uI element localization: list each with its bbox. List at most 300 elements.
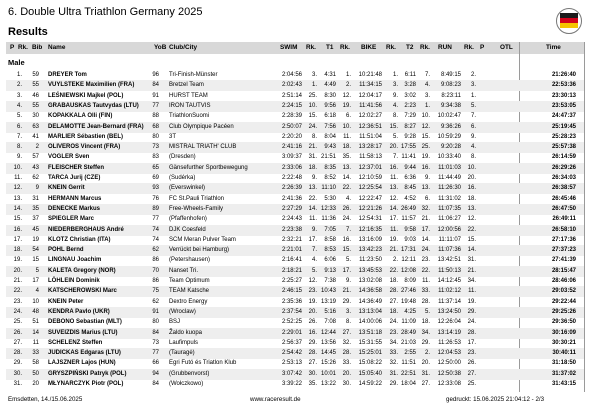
cell-rk: 15. xyxy=(13,216,22,223)
cell-r5: 26. xyxy=(467,360,476,367)
cell-r5: 12. xyxy=(467,216,476,223)
cell-swim: 2:35:36 xyxy=(281,298,302,305)
cell-r4: 27. xyxy=(421,381,430,387)
cell-bib: 4 xyxy=(35,288,39,295)
cell-t2: 11:51 xyxy=(401,360,416,367)
cell-t2: 17:31 xyxy=(400,247,416,254)
cell-t1: 5:30 xyxy=(324,195,336,202)
cell-bike: 14:36:49 xyxy=(358,298,382,305)
cell-name: KLOTZ Christian (ITA) xyxy=(48,236,111,243)
cell-name: TARCA Jurij (CZE) xyxy=(48,175,101,181)
cell-rk: 8. xyxy=(16,144,22,151)
cell-r2: 35. xyxy=(342,154,351,161)
cell-bib: 55 xyxy=(32,102,39,109)
cell-run: 12:50:38 xyxy=(437,370,461,377)
cell-yob: 73 xyxy=(152,144,159,151)
cell-bike: 12:16:35 xyxy=(358,226,382,233)
cell-rk: 25. xyxy=(13,319,22,326)
cell-bib: 46 xyxy=(32,92,39,99)
cell-t2: 2:23 xyxy=(404,102,416,109)
cell-r4: 34. xyxy=(421,329,430,336)
cell-r3: 28. xyxy=(389,288,398,295)
cell-name: KATSCHEROWSKI Marc xyxy=(48,288,117,295)
cell-r1: 22. xyxy=(308,195,317,202)
cell-club: (Grubbenvorst) xyxy=(169,370,210,377)
cell-bib: 19 xyxy=(32,236,39,243)
cell-r1: 3. xyxy=(311,72,317,78)
cell-r2: 19. xyxy=(342,102,351,109)
cell-run: 10:33:40 xyxy=(437,154,461,161)
cell-bib: 54 xyxy=(32,247,39,254)
cell-club: MISTRAL TRIATH' CLUB xyxy=(169,144,237,151)
cell-time: 26:58:10 xyxy=(551,226,576,233)
cell-t1: 5:16 xyxy=(324,308,336,315)
cell-r2: 20. xyxy=(342,370,351,377)
cell-rk: 23. xyxy=(13,298,22,305)
cell-run: 9:34:38 xyxy=(440,102,461,109)
cell-r5: 11. xyxy=(468,288,476,295)
cell-r5: 19. xyxy=(467,298,476,305)
col-name: Name xyxy=(48,44,66,51)
cell-t1: 13:22 xyxy=(320,381,336,387)
cell-t2: 7:29 xyxy=(404,113,416,120)
cell-r5: 20. xyxy=(467,175,476,181)
cell-r1: 28. xyxy=(308,350,317,357)
cell-r1: 24. xyxy=(308,123,317,130)
cell-r3: 20. xyxy=(389,144,398,151)
cell-club: (Wroclaw) xyxy=(169,308,196,315)
cell-t1: 9:43 xyxy=(324,144,336,151)
cell-t2: 3:28 xyxy=(404,82,416,89)
cell-r3: 19. xyxy=(389,236,398,243)
cell-bike: 15:05:40 xyxy=(358,370,382,377)
cell-club: (Petershausen) xyxy=(169,257,211,264)
cell-name: NIEDERBERGHAUS André xyxy=(48,226,124,233)
cell-time: 23:53:05 xyxy=(551,102,576,109)
cell-r5: 27. xyxy=(467,370,476,377)
cell-t2: 28:49 xyxy=(400,329,416,336)
cell-swim: 2:16:41 xyxy=(281,257,302,264)
cell-r2: 6. xyxy=(345,113,351,120)
cell-name: LÖHLEIN Dominik xyxy=(48,278,100,284)
cell-r5: 10. xyxy=(467,164,476,171)
cell-bib: 14 xyxy=(32,329,39,336)
cell-bike: 13:02:08 xyxy=(358,278,382,284)
cell-yob: 84 xyxy=(152,381,159,387)
cell-club: Free-Wheels-Family xyxy=(169,205,224,212)
cell-run: 11:50:13 xyxy=(438,267,461,274)
cell-t2: 12:11 xyxy=(401,257,416,264)
cell-time: 31:37:02 xyxy=(551,370,576,377)
cell-r4: 10. xyxy=(421,113,430,120)
cell-bib: 17 xyxy=(32,278,39,284)
cell-run: 12:26:04 xyxy=(437,319,461,326)
cell-yob: 94 xyxy=(152,370,159,377)
cell-yob: 68 xyxy=(152,123,159,130)
cell-bib: 45 xyxy=(32,226,39,233)
cell-club: (Sudérka) xyxy=(169,175,196,181)
cell-r1: 14. xyxy=(308,205,317,212)
cell-t1: 10:43 xyxy=(320,288,336,295)
footer-printed: gedruckt: 15.06.2025 21:04:12 - 2/3 xyxy=(446,396,545,403)
cell-r2: 30. xyxy=(342,381,351,387)
cell-time: 22:53:36 xyxy=(551,82,576,89)
cell-swim: 3:07:42 xyxy=(281,370,302,377)
cell-time: 29:22:44 xyxy=(551,298,576,305)
cell-rk: 7. xyxy=(16,133,22,140)
cell-bike: 10:21:48 xyxy=(358,72,382,78)
cell-rk: 10. xyxy=(13,164,22,171)
cell-r3: 17. xyxy=(389,216,398,223)
col-club: Club/City xyxy=(169,44,198,51)
cell-swim: 2:28:39 xyxy=(281,113,302,120)
col-t1: T1 xyxy=(326,44,334,51)
cell-r1: 31. xyxy=(308,154,317,161)
col-rk5: Rk. xyxy=(464,44,474,51)
cell-time: 30:40:11 xyxy=(552,350,576,357)
cell-r2: 8. xyxy=(345,319,351,326)
cell-rk: 14. xyxy=(13,205,22,212)
cell-r4: 6. xyxy=(424,195,430,202)
cell-time: 26:45:46 xyxy=(551,195,576,202)
table-header xyxy=(6,42,584,54)
cell-time: 26:49:11 xyxy=(552,216,576,223)
cell-r2: 4. xyxy=(345,195,351,202)
cell-t2: 8:27 xyxy=(404,123,416,130)
cell-r3: 18. xyxy=(389,308,398,315)
cell-yob: 88 xyxy=(152,113,159,120)
cell-bike: 13:28:17 xyxy=(358,144,382,151)
cell-swim: 2:21:01 xyxy=(281,247,302,254)
cell-r3: 5. xyxy=(392,133,398,140)
cell-t2: 2:55 xyxy=(404,350,416,357)
cell-t2: 26:49 xyxy=(400,205,416,212)
cell-r5: 8. xyxy=(470,154,476,161)
col-rk: Rk. xyxy=(18,44,28,51)
cell-name: FLEISCHER Steffen xyxy=(48,164,105,171)
cell-bike: 13:45:53 xyxy=(358,267,382,274)
cell-time: 28:15:47 xyxy=(551,267,576,274)
cell-r1: 26. xyxy=(308,319,317,326)
cell-club: Laufimpuls xyxy=(169,339,199,346)
cell-r4: 5. xyxy=(424,308,430,315)
cell-rk: 31. xyxy=(13,381,22,387)
cell-r2: 14. xyxy=(342,175,351,181)
cell-r2: 18. xyxy=(342,144,351,151)
cell-time: 29:36:50 xyxy=(551,319,576,326)
cell-t1: 7:05 xyxy=(324,226,336,233)
cell-r2: 17. xyxy=(342,267,351,274)
cell-swim: 2:52:25 xyxy=(281,319,302,326)
cell-club: (Pfaffenhofen) xyxy=(169,216,207,223)
cell-r2: 9. xyxy=(345,278,351,284)
cell-r4: 23. xyxy=(421,257,430,264)
cell-swim: 2:33:06 xyxy=(281,164,302,171)
cell-rk: 9. xyxy=(16,154,22,161)
cell-rk: 6. xyxy=(16,123,22,130)
cell-r5: 28. xyxy=(467,329,476,336)
cell-name: MARLIER Sébastien (BEL) xyxy=(48,133,124,140)
cell-t1: 13:56 xyxy=(320,339,336,346)
cell-r5: 7. xyxy=(470,113,476,120)
cell-bib: 59 xyxy=(32,72,39,78)
cell-t1: 8:53 xyxy=(324,247,336,254)
cell-yob: 70 xyxy=(152,267,159,274)
cell-bike: 12:10:59 xyxy=(358,175,382,181)
cell-bib: 41 xyxy=(32,133,39,140)
cell-rk: 2. xyxy=(16,82,22,89)
cell-club: (Tauragė) xyxy=(169,350,195,357)
cell-r3: 8. xyxy=(392,113,398,120)
cell-r2: 24. xyxy=(342,216,351,223)
cell-r1: 18. xyxy=(308,164,317,171)
cell-r3: 9. xyxy=(392,92,398,99)
cell-club: Tri-Finish-Münster xyxy=(169,72,218,78)
cell-run: 12:04:53 xyxy=(437,350,461,357)
cell-r4: 25. xyxy=(421,144,430,151)
cell-time: 25:28:23 xyxy=(551,133,576,140)
cell-r1: 23. xyxy=(308,288,317,295)
cell-t2: 18:04 xyxy=(400,381,416,387)
cell-run: 13:42:51 xyxy=(437,257,461,264)
cell-yob: 77 xyxy=(152,216,159,223)
cell-r3: 7. xyxy=(392,154,398,161)
cell-r3: 31. xyxy=(389,370,398,377)
cell-bib: 11 xyxy=(32,339,39,346)
cell-swim: 2:50:07 xyxy=(281,123,302,130)
cell-r1: 35. xyxy=(308,381,317,387)
cell-t1: 8:35 xyxy=(324,164,336,171)
cell-t1: 4:49 xyxy=(324,82,336,89)
cell-name: HERMANN Marcus xyxy=(48,195,102,202)
cell-r3: 12. xyxy=(389,195,398,202)
cell-r5: 21. xyxy=(467,267,476,274)
cell-r5: 6. xyxy=(470,123,476,130)
cell-name: KENDRA Pavlo (UKR) xyxy=(48,308,110,315)
cell-yob: 73 xyxy=(152,339,159,346)
cell-r1: 21. xyxy=(308,144,317,151)
cell-time: 30:30:21 xyxy=(551,339,576,346)
cell-r4: 2. xyxy=(424,350,430,357)
cell-t2: 11:57 xyxy=(401,216,416,223)
cell-yob: 96 xyxy=(152,72,159,78)
cell-r5: 16. xyxy=(467,185,476,192)
cell-time: 27:41:39 xyxy=(551,257,576,264)
cell-r5: 25. xyxy=(467,381,476,387)
cell-r1: 15. xyxy=(308,113,317,120)
cell-t1: 8:52 xyxy=(324,175,336,181)
cell-bike: 11:58:13 xyxy=(359,154,382,161)
col-rk2: Rk. xyxy=(340,44,350,51)
cell-swim: 2:29:01 xyxy=(281,329,302,336)
cell-time: 31:18:50 xyxy=(551,360,576,367)
cell-yob: 91 xyxy=(152,308,159,315)
cell-r5: 14. xyxy=(467,247,476,254)
cell-bike: 11:41:56 xyxy=(359,102,382,109)
cell-t2: 27:46 xyxy=(400,288,416,295)
cell-t1: 7:08 xyxy=(324,319,336,326)
cell-r5: 13. xyxy=(467,205,476,212)
cell-r3: 2. xyxy=(392,257,398,264)
cell-run: 14:12:45 xyxy=(437,278,461,284)
cell-r4: 11. xyxy=(422,278,430,284)
cell-t1: 21:51 xyxy=(320,154,336,161)
cell-bike: 12:54:31 xyxy=(358,216,382,223)
cell-run: 13:14:19 xyxy=(437,329,461,336)
cell-name: DREYER Tom xyxy=(48,72,87,78)
cell-rk: 13. xyxy=(13,195,22,202)
cell-swim: 2:51:14 xyxy=(281,92,302,99)
cell-t1: 7:56 xyxy=(324,123,336,130)
cell-r4: 3. xyxy=(424,92,430,99)
col-bib: Bib xyxy=(32,44,43,51)
col-rk4: Rk. xyxy=(420,44,430,51)
cell-yob: 83 xyxy=(152,154,159,161)
cell-name: KNEIN Peter xyxy=(48,298,84,305)
col-rk3: Rk. xyxy=(386,44,396,51)
col-bike: BIKE xyxy=(361,44,377,51)
cell-r4: 22. xyxy=(421,267,430,274)
cell-name: SPIEGLER Marc xyxy=(48,216,95,223)
cell-r1: 17. xyxy=(308,236,317,243)
cell-t2: 9:03 xyxy=(404,236,416,243)
cell-r5: 2. xyxy=(470,72,476,78)
cell-swim: 2:22:48 xyxy=(281,175,302,181)
cell-run: 13:24:50 xyxy=(437,308,461,315)
cell-t2: 11:09 xyxy=(401,319,416,326)
cell-r1: 16. xyxy=(308,329,317,336)
cell-r1: 11. xyxy=(309,216,317,223)
cell-yob: 75 xyxy=(152,288,159,295)
footer-location: Emsdetten, 14./15.06.2025 xyxy=(8,396,83,403)
cell-r2: 15. xyxy=(342,247,351,254)
cell-t1: 8:04 xyxy=(324,133,336,140)
col-yob: YoB xyxy=(154,44,167,51)
cell-r3: 21. xyxy=(389,247,398,254)
cell-club: Team Optimum xyxy=(169,278,210,284)
cell-club: (Wołczkowo) xyxy=(169,381,204,387)
cell-r5: 1. xyxy=(470,92,476,99)
cell-bib: 43 xyxy=(32,164,39,171)
col-p2: P xyxy=(480,44,485,51)
cell-r1: 20. xyxy=(308,308,317,315)
cell-bib: 58 xyxy=(32,360,39,367)
cell-swim: 2:25:27 xyxy=(281,278,302,284)
cell-run: 11:07:35 xyxy=(438,205,461,212)
col-swim: SWIM xyxy=(280,44,298,51)
cell-run: 11:37:14 xyxy=(438,298,461,305)
cell-yob: 89 xyxy=(152,205,159,212)
cell-run: 8:23:11 xyxy=(441,92,461,99)
cell-time: 27:17:36 xyxy=(551,236,576,243)
cell-rk: 21. xyxy=(13,278,22,284)
cell-r4: 28. xyxy=(421,298,430,305)
cell-r2: 32. xyxy=(342,339,351,346)
cell-bib: 20 xyxy=(32,381,39,387)
cell-r4: 19. xyxy=(421,154,430,161)
cell-run: 10:02:47 xyxy=(437,113,461,120)
cell-t2: 9:58 xyxy=(404,226,416,233)
cell-bike: 12:21:26 xyxy=(358,205,382,212)
cell-r5: 3. xyxy=(470,82,476,89)
cell-r2: 1. xyxy=(345,72,351,78)
cell-bib: 9 xyxy=(35,185,39,192)
cell-t2: 17:55 xyxy=(400,144,416,151)
cell-bike: 12:37:01 xyxy=(358,164,382,171)
cell-run: 12:33:08 xyxy=(437,381,461,387)
cell-r5: 31. xyxy=(467,257,476,264)
cell-r2: 33. xyxy=(342,360,351,367)
cell-run: 12:00:56 xyxy=(437,226,461,233)
cell-r2: 27. xyxy=(342,329,351,336)
cell-yob: 80 xyxy=(152,319,159,326)
cell-r1: 9. xyxy=(311,226,317,233)
cell-swim: 2:18:21 xyxy=(281,267,302,274)
cell-swim: 2:26:39 xyxy=(281,185,302,192)
cell-run: 11:26:30 xyxy=(438,185,461,192)
cell-r3: 22. xyxy=(389,267,398,274)
cell-t2: 4:25 xyxy=(404,308,416,315)
cell-r2: 3. xyxy=(345,308,351,315)
cell-r4: 9. xyxy=(424,175,430,181)
cell-bib: 57 xyxy=(32,154,39,161)
cell-run: 11:44:49 xyxy=(438,175,461,181)
cell-rk: 11. xyxy=(14,175,22,181)
cell-swim: 2:27:29 xyxy=(281,205,302,212)
cell-run: 9:20:28 xyxy=(440,144,461,151)
cell-club: TEAM Katsche xyxy=(169,288,210,295)
cell-t1: 10:01 xyxy=(320,370,336,377)
cell-t2: 22:51 xyxy=(400,370,416,377)
cell-name: KOPAKKALA Olli (FIN) xyxy=(48,113,113,120)
cell-r1: 19. xyxy=(308,298,317,305)
cell-r3: 18. xyxy=(389,278,398,284)
cell-swim: 2:23:38 xyxy=(281,226,302,233)
cell-r1: 8. xyxy=(311,133,317,140)
cell-t2: 8:45 xyxy=(404,185,416,192)
cell-rk: 5. xyxy=(16,113,22,120)
cell-r4: 20. xyxy=(421,360,430,367)
cell-r4: 33. xyxy=(421,288,430,295)
cell-swim: 2:54:42 xyxy=(281,350,302,357)
cell-name: VOGLER Sven xyxy=(48,154,90,161)
col-run: RUN xyxy=(438,44,452,51)
cell-t1: 8:58 xyxy=(324,236,336,243)
cell-run: 11:31:02 xyxy=(438,195,461,202)
cell-yob: 76 xyxy=(152,195,159,202)
cell-club: IRON TAUTVIS xyxy=(169,102,211,109)
cell-rk: 26. xyxy=(13,329,22,336)
cell-bike: 14:36:58 xyxy=(358,288,382,295)
cell-r5: 22. xyxy=(467,226,476,233)
cell-r4: 7. xyxy=(424,72,430,78)
cell-name: DELAMOTTE Jean-Bernard (FRA) xyxy=(48,123,144,130)
cell-bike: 15:31:55 xyxy=(358,339,382,346)
cell-bike: 15:08:22 xyxy=(358,360,382,367)
cell-r1: 10. xyxy=(308,102,317,109)
cell-bib: 30 xyxy=(32,113,39,120)
cell-yob: 77 xyxy=(152,350,159,357)
cell-rk: 20. xyxy=(13,267,22,274)
cell-run: 11:07:36 xyxy=(438,247,461,254)
cell-r4: 32. xyxy=(421,205,430,212)
cell-rk: 29. xyxy=(13,360,22,367)
cell-r1: 7. xyxy=(311,247,317,254)
cell-r5: 23. xyxy=(467,350,476,357)
cell-r1: 13. xyxy=(308,185,317,192)
cell-bike: 14:59:22 xyxy=(358,381,382,387)
cell-r5: 18. xyxy=(467,195,476,202)
